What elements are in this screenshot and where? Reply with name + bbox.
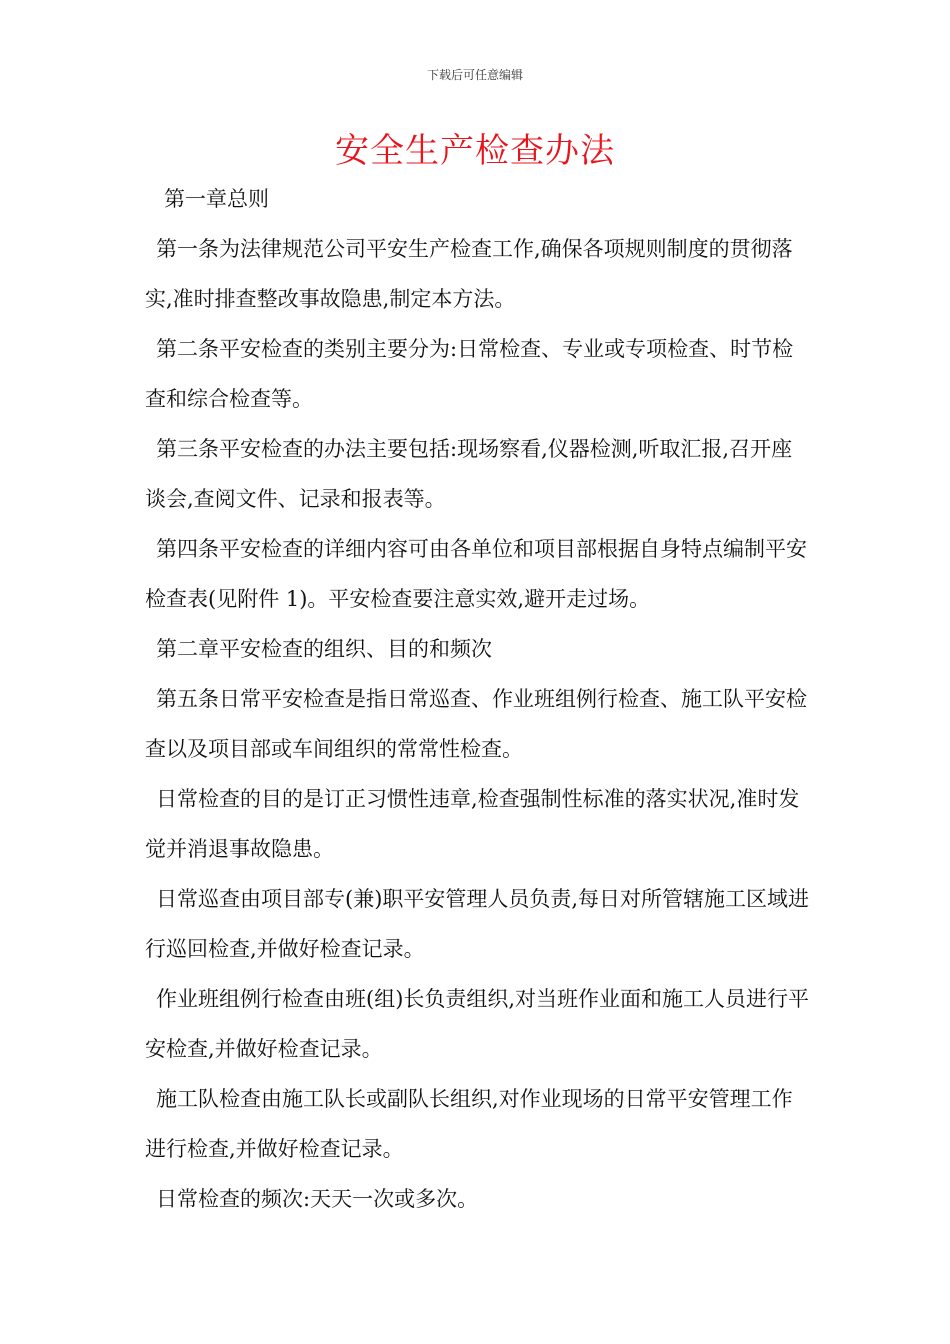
article-paragraph: 第三条平安检查的办法主要包括:现场察看,仪器检测,听取汇报,召开座谈会,查阅文件、记录和报表等。 <box>145 437 793 511</box>
body-paragraph: 作业班组例行检查由班(组)长负责组织,对当班作业面和施工人员进行平安检查,并做好检查记录。 <box>145 987 810 1061</box>
document-body <box>145 174 810 1224</box>
chapter-heading: 第二章平安检查的组织、目的和频次 <box>156 637 492 661</box>
body-paragraph: 日常检查的目的是订正习惯性违章,检查强制性标准的落实状况,准时发觉并消退事故隐患。 <box>145 787 800 861</box>
article-paragraph: 第五条日常平安检查是指日常巡查、作业班组例行检查、施工队平安检查以及项目部或车间组织的常常性检查。 <box>145 687 807 761</box>
body-paragraph: 施工队检查由施工队长或副队长组织,对作业现场的日常平安管理工作进行检查,并做好检查记录。 <box>145 1087 793 1161</box>
header-note: 下载后可任意编辑 <box>426 68 523 82</box>
body-paragraph: 日常巡查由项目部专(兼)职平安管理人员负责,每日对所管辖施工区域进行巡回检查,并做好检查记录。 <box>145 887 810 961</box>
article-paragraph: 第四条平安检查的详细内容可由各单位和项目部根据自身特点编制平安检查表(见附件 1)。平安检查要注意实效,避开走过场。 <box>145 537 807 611</box>
article-paragraph: 第一条为法律规范公司平安生产检查工作,确保各项规则制度的贯彻落实,准时排查整改事故隐患,制定本方法。 <box>145 237 793 311</box>
article-paragraph: 第二条平安检查的类别主要分为:日常检查、专业或专项检查、时节检查和综合检查等。 <box>145 337 794 411</box>
chapter-heading: 第一章总则 <box>164 187 269 211</box>
document-title: 安全生产检查办法 <box>335 131 615 171</box>
body-paragraph: 日常检查的频次:天天一次或多次。 <box>156 1187 479 1211</box>
